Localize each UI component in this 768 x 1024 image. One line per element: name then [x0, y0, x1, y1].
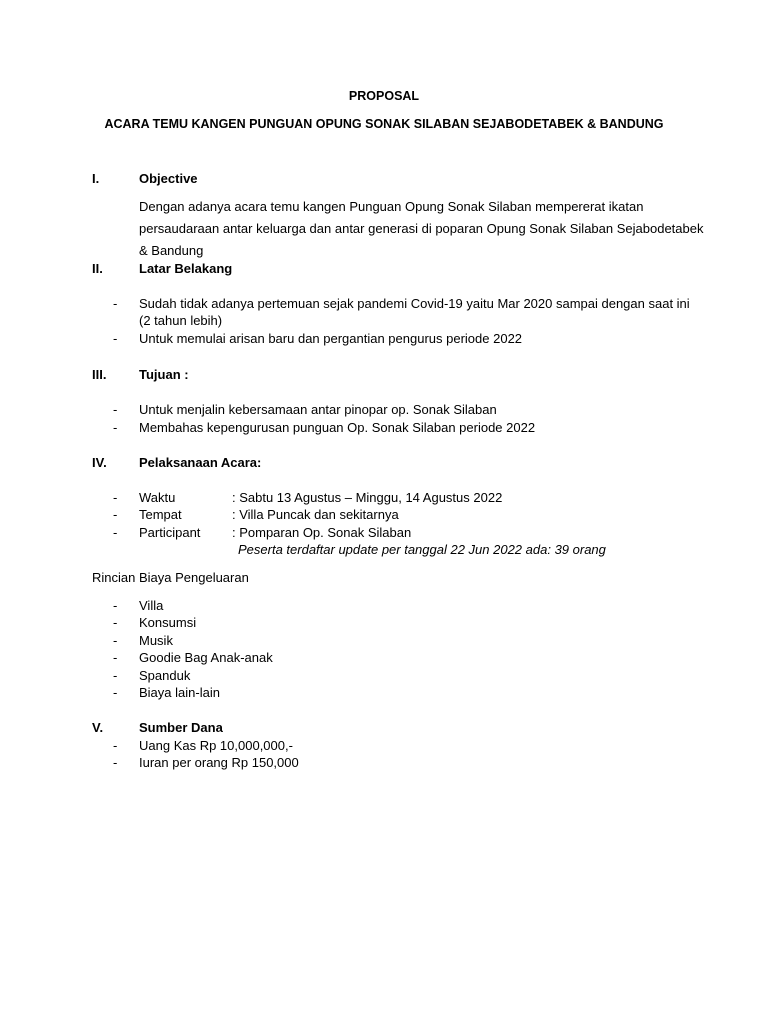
section-5-title: Sumber Dana [139, 720, 223, 735]
document-subtitle: ACARA TEMU KANGEN PUNGUAN OPUNG SONAK SILABAN SEJABODETABEK & BANDUNG [104, 117, 664, 131]
bullet-dash: - [113, 633, 118, 648]
bullet-dash: - [113, 331, 118, 346]
cost-item: Spanduk [139, 668, 191, 683]
funding-item: Iuran per orang Rp 150,000 [139, 755, 299, 770]
bullet-dash: - [113, 490, 118, 505]
detail-label-tempat: Tempat [139, 507, 182, 522]
cost-item: Villa [139, 598, 164, 613]
bullet-dash: - [113, 668, 118, 683]
section-3-title: Tujuan : [139, 367, 189, 382]
bullet-dash: - [113, 685, 118, 700]
participant-note: Peserta terdaftar update per tanggal 22 Jun 2022 ada: 39 orang [238, 542, 606, 557]
cost-item: Biaya lain-lain [139, 685, 220, 700]
section-5-number: V. [92, 720, 104, 735]
bullet-dash: - [113, 738, 118, 753]
list-item: Untuk memulai arisan baru dan pergantian pengurus periode 2022 [139, 331, 523, 346]
list-item-continuation: (2 tahun lebih) [139, 313, 223, 328]
section-1-number: I. [92, 171, 100, 186]
section-4-title: Pelaksanaan Acara: [139, 455, 262, 470]
bullet-dash: - [113, 650, 118, 665]
document-title: PROPOSAL [348, 89, 420, 103]
funding-item: Uang Kas Rp 10,000,000,- [139, 738, 293, 753]
section-3-number: III. [92, 367, 107, 382]
bullet-dash: - [113, 402, 118, 417]
bullet-dash: - [113, 507, 118, 522]
list-item: Membahas kepengurusan punguan Op. Sonak Silaban periode 2022 [139, 420, 536, 435]
cost-item: Goodie Bag Anak-anak [139, 650, 273, 665]
bullet-dash: - [113, 615, 118, 630]
section-4-number: IV. [92, 455, 107, 470]
detail-value-waktu: : Sabtu 13 Agustus – Minggu, 14 Agustus 2022 [232, 490, 503, 505]
list-item: Sudah tidak adanya pertemuan sejak pandemi Covid-19 yaitu Mar 2020 sampai dengan saat ini [139, 296, 690, 311]
detail-label-waktu: Waktu [139, 490, 176, 505]
section-1-body: Dengan adanya acara temu kangen Punguan Opung Sonak Silaban mempererat ikatan persaudaraan antar keluarga dan antar generasi di poparan Opung Sonak Silaban Sejabodetabek & Bandung [139, 199, 704, 258]
list-item: Untuk menjalin kebersamaan antar pinopar op. Sonak Silaban [139, 402, 497, 417]
section-2-title: Latar Belakang [139, 261, 233, 276]
bullet-dash: - [113, 525, 118, 540]
detail-value-participant: : Pomparan Op. Sonak Silaban [232, 525, 412, 540]
bullet-dash: - [113, 296, 118, 311]
detail-value-tempat: : Villa Puncak dan sekitarnya [232, 507, 399, 522]
cost-item: Musik [139, 633, 173, 648]
bullet-dash: - [113, 420, 118, 435]
section-1-title: Objective [139, 171, 198, 186]
bullet-dash: - [113, 755, 118, 770]
costs-title: Rincian Biaya Pengeluaran [92, 570, 249, 585]
cost-item: Konsumsi [139, 615, 197, 630]
detail-label-participant: Participant [139, 525, 201, 540]
bullet-dash: - [113, 598, 118, 613]
section-2-number: II. [92, 261, 103, 276]
